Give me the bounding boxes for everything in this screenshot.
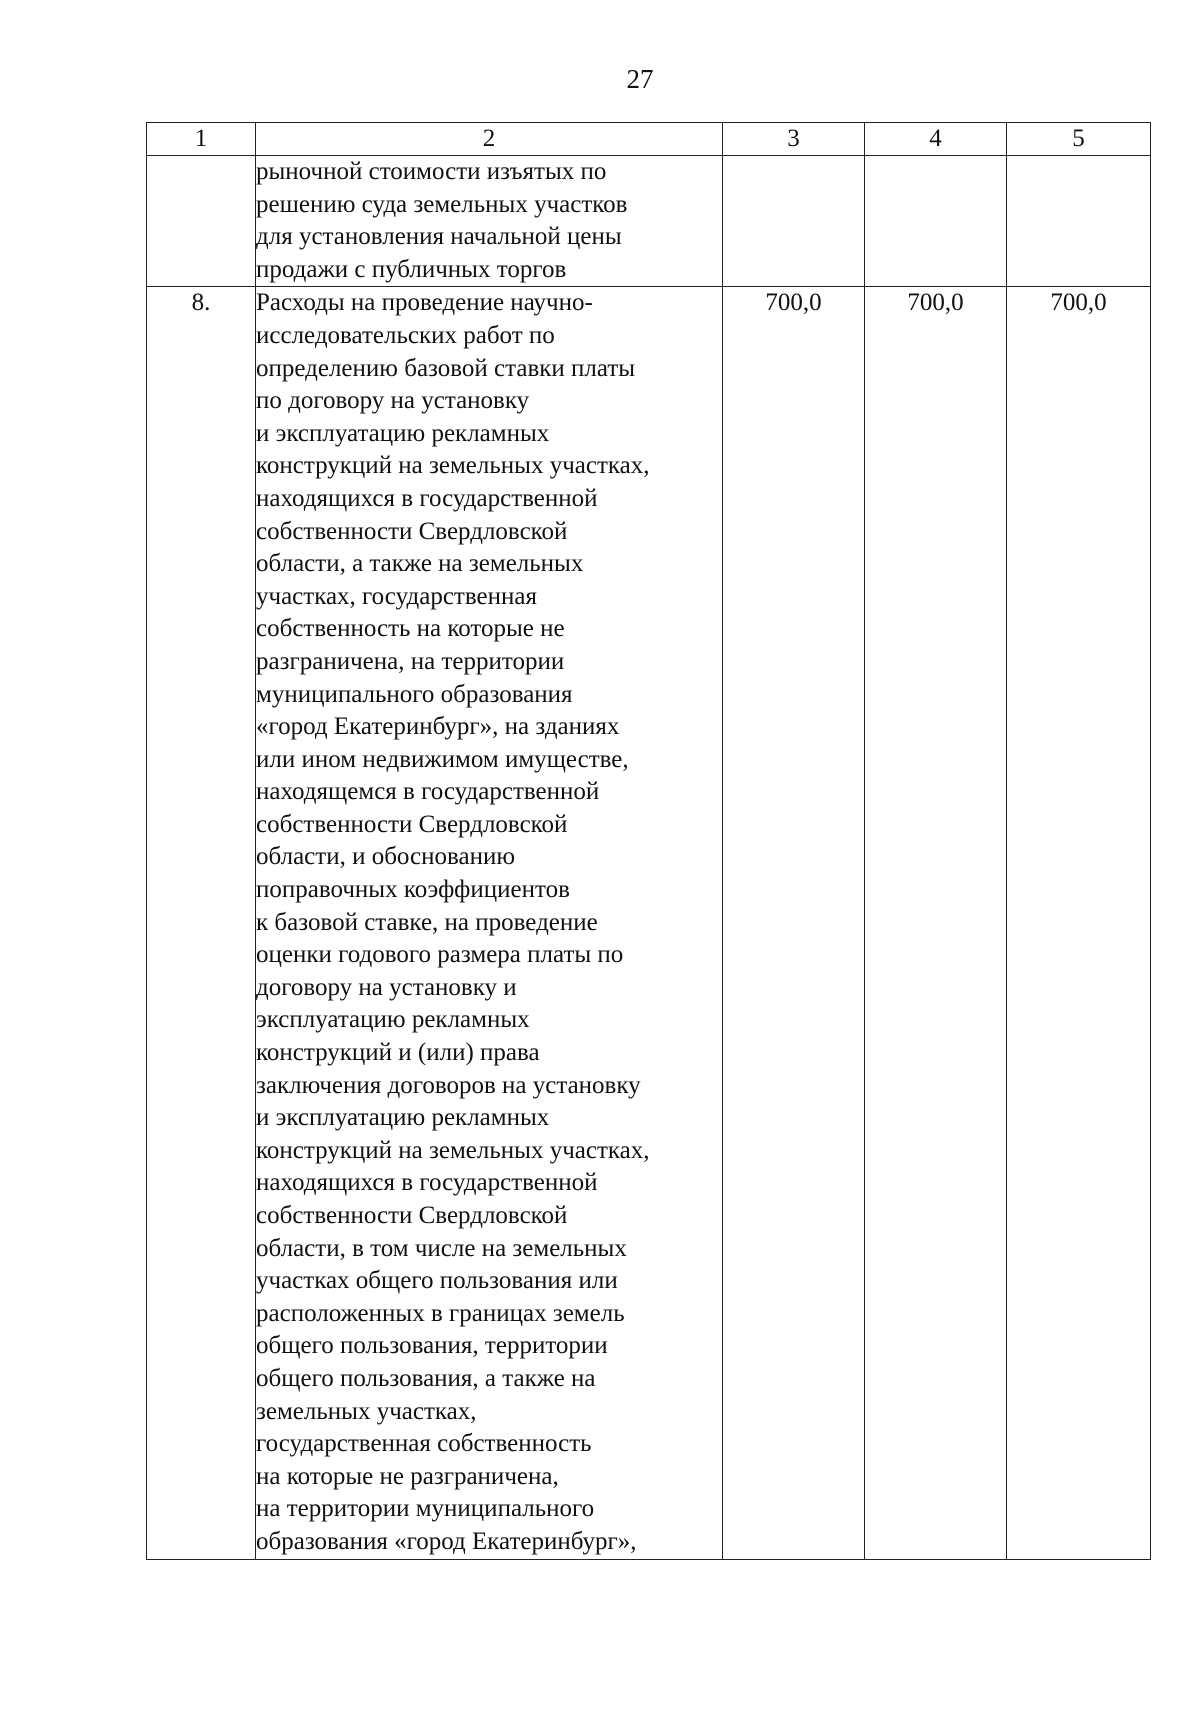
row-description-cell [256,287,723,1560]
description-line: эксплуатацию рекламных [256,1006,530,1034]
description-line: определению базовой ставки платы [256,354,636,382]
budget-table [146,122,1151,1560]
table-row [147,156,1151,287]
description-line: собственность на которые не [256,615,565,643]
description-line: и эксплуатацию рекламных [256,1104,550,1132]
description-line: области, а также на земельных [256,550,584,578]
description-line: «город Екатеринбург», на зданиях [256,713,620,741]
description-line: на территории муниципального [256,1495,595,1523]
value-col4-cell [865,156,1007,287]
description-line: на которые не разграничена, [256,1462,559,1490]
description-line: находящемся в государственной [256,778,600,806]
description-line: образования «город Екатеринбург», [256,1527,637,1555]
row-description-cell [256,156,723,287]
description-line: собственности Свердловской [256,517,568,545]
description-line: рыночной стоимости изъятых по [256,158,607,185]
table-header-row [147,123,1151,156]
description-line: договору на установку и [256,973,517,1001]
description-line: собственности Свердловской [256,1202,568,1229]
description-line: к базовой ставке, на проведение [256,908,598,936]
table-row [147,287,1151,1560]
description-line: для установления начальной цены [256,223,622,251]
description-line: исследовательских работ по [256,321,555,349]
description-line: поправочных коэффициентов [256,876,570,904]
description-line: и эксплуатацию рекламных [256,419,550,447]
column-header-1: 1 [147,123,256,156]
description-line: по договору на установку [256,387,530,415]
description-line: разграничена, на территории [256,647,565,675]
value-col4-cell: 700,0 [865,287,1007,1560]
description-line: участках, государственная [256,582,537,610]
row-number-cell [147,156,256,287]
description-line: конструкций на земельных участках, [256,1136,650,1164]
description-line: участках общего пользования или [256,1267,618,1295]
row-number-cell: 8. [147,287,256,1560]
description-line: Расходы на проведение научно- [256,289,593,317]
description-line: области, и обоснованию [256,843,516,871]
column-header-3: 3 [723,123,865,156]
description-line: общего пользования, а также на [256,1364,596,1392]
column-header-2: 2 [256,123,723,156]
value-col5-cell [1007,156,1151,287]
description-line: или ином недвижимом имуществе, [256,745,629,773]
description-line: государственная собственность [256,1430,592,1458]
value-col5-cell: 700,0 [1007,287,1151,1560]
description-line: области, в том числе на земельных [256,1234,627,1262]
value-col3-cell [723,156,865,287]
description-line: находящихся в государственной [256,1169,598,1197]
value-col3-cell: 700,0 [723,287,865,1560]
description-line: решению суда земельных участков [256,190,628,218]
column-header-5: 5 [1007,123,1151,156]
description-line: заключения договоров на установку [256,1071,641,1099]
description-line: муниципального образования [256,680,573,708]
description-line: продажи с публичных торгов [256,255,567,283]
description-line: находящихся в государственной [256,484,598,512]
page-number: 27 [626,64,654,94]
description-line: общего пользования, территории [256,1332,608,1360]
description-line: расположенных в границах земель [256,1299,625,1327]
description-line: конструкций и (или) права [256,1039,540,1067]
description-line: оценки годового размера платы по [256,941,624,969]
column-header-4: 4 [865,123,1007,156]
description-line: конструкций на земельных участках, [256,452,650,480]
description-line: собственности Свердловской [256,810,568,838]
description-line: земельных участках, [256,1397,477,1425]
